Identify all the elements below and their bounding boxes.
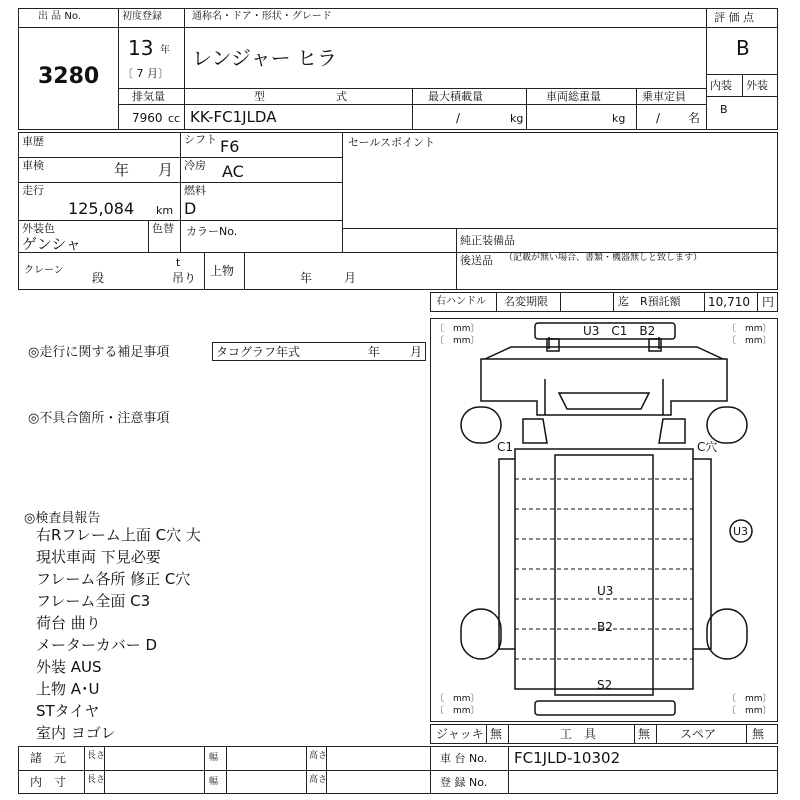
tread-front-right-2: 〔 mm〕 xyxy=(727,336,772,346)
reg-year: 13 xyxy=(128,36,154,60)
dims-width-label: 幅 xyxy=(209,753,219,763)
chassis-value: FC1JLD-10302 xyxy=(514,749,621,767)
capacity-unit: 名 xyxy=(688,111,701,125)
mark-rear: S2 xyxy=(597,678,613,692)
max-load-unit: kg xyxy=(510,112,524,125)
shift-label: シフト xyxy=(184,133,217,146)
first-reg-label: 初度登録 xyxy=(122,11,162,22)
damage-diagram xyxy=(430,318,778,722)
max-load-value: / xyxy=(456,111,461,125)
body-year: 年 xyxy=(300,271,313,285)
inner-height-label: 高さ xyxy=(309,775,328,785)
tread-front-left-2: 〔 mm〕 xyxy=(435,336,480,346)
mileage-label: 走行 xyxy=(22,184,44,197)
body-label: 上物 xyxy=(210,264,235,278)
capacity-value: / xyxy=(656,111,661,125)
tacho-month: 月 xyxy=(410,345,423,359)
handle-label: 右ハンドル xyxy=(436,296,486,307)
interior-value: B xyxy=(720,103,728,116)
tread-rear-right: 〔 mm〕 xyxy=(727,694,772,704)
mileage-value: 125,084 xyxy=(68,199,135,218)
mark-left-cab: C1 xyxy=(497,440,514,454)
tread-front-right: 〔 mm〕 xyxy=(727,324,772,334)
list-item: 室内 ヨゴレ xyxy=(36,724,116,742)
gvw-unit: kg xyxy=(612,112,626,125)
list-item: 右Rフレーム上面 C穴 大 xyxy=(36,526,201,544)
list-item: 外装 AUS xyxy=(36,658,102,676)
tread-front-left: 〔 mm〕 xyxy=(435,324,480,334)
tools-label: 工 具 xyxy=(560,727,597,741)
interior-label: 内装 xyxy=(710,79,732,92)
recycle-value: 10,710 xyxy=(708,295,750,309)
name-label: 通称名・ドア・形状・グレード xyxy=(192,11,332,22)
color-value: ゲンシャ xyxy=(22,235,82,253)
defects-label: ◎不具合箇所・注意事項 xyxy=(28,411,170,426)
model-value: KK-FC1JLDA xyxy=(190,108,277,126)
tacho-year: 年 xyxy=(368,345,381,359)
history-label: 車歴 xyxy=(22,135,44,148)
genuine-label: 純正装備品 xyxy=(460,234,515,247)
sales-point-label: セールスポイント xyxy=(348,136,436,149)
ac-value: AC xyxy=(222,162,244,181)
post-note: （記載が無い場合、書類・機器無しと致します） xyxy=(504,253,703,263)
post-label: 後送品 xyxy=(460,254,493,267)
inspection-year: 年 xyxy=(114,161,130,179)
tread-rear-left-2: 〔 mm〕 xyxy=(435,706,480,716)
yen-unit: 円 xyxy=(762,295,775,309)
capacity-label: 乗車定員 xyxy=(642,90,686,103)
tread-rear-right-2: 〔 mm〕 xyxy=(727,706,772,716)
inspection-label: 車検 xyxy=(22,159,44,172)
spare-value: 無 xyxy=(752,727,765,741)
model-label-2: 式 xyxy=(336,90,347,103)
inner-label: 内 寸 xyxy=(30,775,67,789)
inner-width-label: 幅 xyxy=(209,777,219,787)
displacement-label: 排気量 xyxy=(132,90,165,103)
jack-label: ジャッキ xyxy=(436,727,484,741)
mileage-unit: km xyxy=(156,204,174,217)
shift-value: F6 xyxy=(220,137,240,156)
crane-label: クレーン xyxy=(24,265,64,276)
color-label: 外装色 xyxy=(22,222,55,235)
inner-length-label: 長さ xyxy=(87,775,106,785)
until-label: 迄 xyxy=(618,295,629,308)
tread-rear-left: 〔 mm〕 xyxy=(435,694,480,704)
spare-label: スペア xyxy=(680,727,717,741)
inspector-label: ◎検査員報告 xyxy=(24,511,101,526)
crane-dan: 段 xyxy=(92,271,105,285)
fuel-value: D xyxy=(184,199,197,218)
max-load-label: 最大積載量 xyxy=(428,90,483,103)
color-no-label: カラーNo. xyxy=(186,225,238,238)
dims-label: 諸 元 xyxy=(30,751,67,765)
crane-tsuri: 吊り xyxy=(172,271,197,285)
inspection-month: 月 xyxy=(158,161,174,179)
tacho-label: タコグラフ年式 xyxy=(216,345,301,359)
recycle-label: R預託額 xyxy=(640,295,681,308)
supplement-label: ◎走行に関する補足事項 xyxy=(28,345,170,360)
rating-value: B xyxy=(736,36,750,60)
reg-year-unit: 年 xyxy=(160,45,170,56)
lot-number: 3280 xyxy=(38,64,100,89)
list-item: 上物 A･U xyxy=(36,680,100,698)
color-change-label: 色替 xyxy=(152,222,174,235)
list-item: STタイヤ xyxy=(36,702,100,720)
gvw-label: 車両総重量 xyxy=(546,90,601,103)
crane-t: t xyxy=(176,256,181,269)
reg-month: 〔 7 月〕 xyxy=(122,67,169,80)
dims-length-label: 長さ xyxy=(87,751,106,761)
list-item: フレーム全面 C3 xyxy=(36,592,151,610)
rating-label: 評 価 点 xyxy=(714,11,754,24)
car-name: レンジャー ヒラ xyxy=(192,46,337,70)
exterior-label: 外装 xyxy=(746,79,768,92)
displacement-value: 7960 xyxy=(132,111,163,125)
reg-no-label: 登 録 No. xyxy=(440,776,488,789)
lot-label: 出 品 No. xyxy=(38,11,81,22)
mark-bed-u3: U3 xyxy=(597,584,614,598)
chassis-label: 車 台 No. xyxy=(440,752,488,765)
dims-height-label: 高さ xyxy=(309,751,328,761)
jack-value: 無 xyxy=(490,727,503,741)
mark-front: U3 C1 B2 xyxy=(583,324,656,338)
name-change-label: 名変期限 xyxy=(504,295,548,308)
body-month: 月 xyxy=(344,271,357,285)
truck-diagram-icon xyxy=(431,319,777,721)
list-item: メーターカバー D xyxy=(36,636,158,654)
mark-bed-b2: B2 xyxy=(597,620,613,634)
fuel-label: 燃料 xyxy=(184,184,206,197)
tools-value: 無 xyxy=(638,727,651,741)
list-item: 荷台 曲り xyxy=(36,614,101,632)
model-label: 型 xyxy=(254,90,265,103)
cc-unit: cc xyxy=(168,112,181,125)
mark-right-frame: U3 xyxy=(733,525,749,538)
list-item: フレーム各所 修正 C穴 xyxy=(36,570,191,588)
mark-right-cab: C穴 xyxy=(697,440,718,454)
ac-label: 冷房 xyxy=(184,159,206,172)
list-item: 現状車両 下見必要 xyxy=(36,548,161,566)
